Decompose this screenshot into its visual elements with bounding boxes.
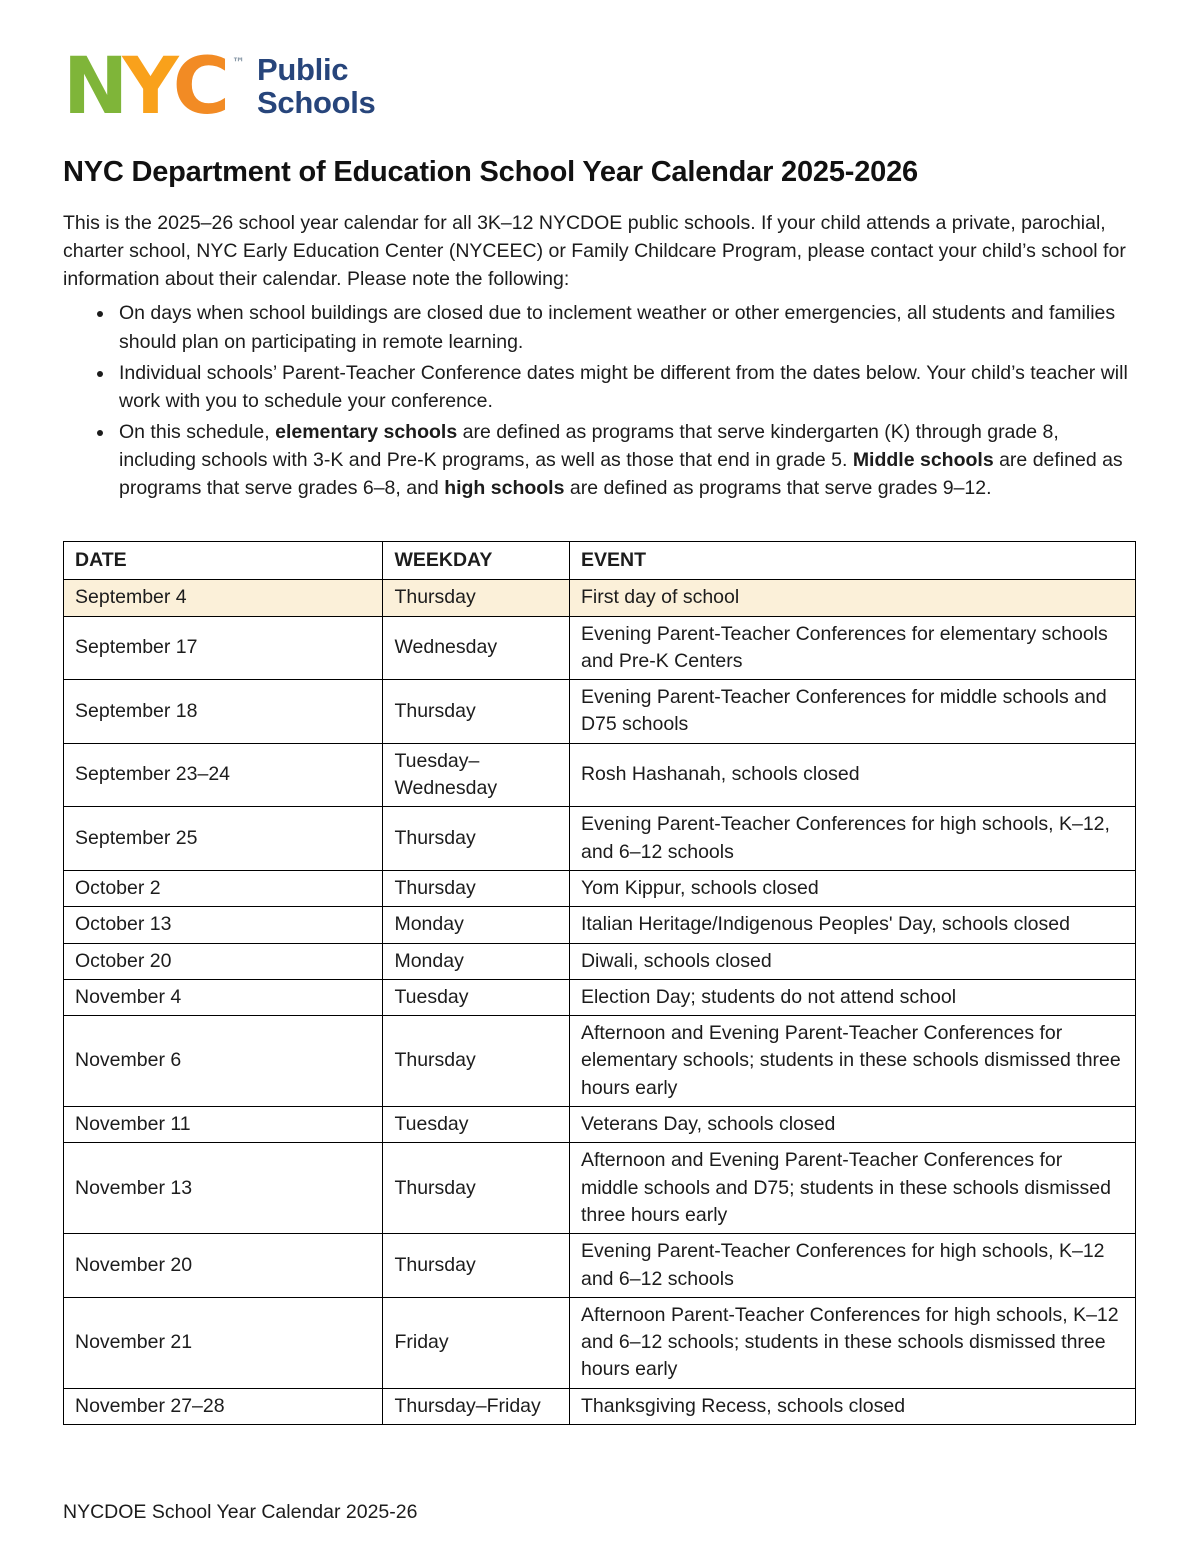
event-cell: Afternoon Parent-Teacher Conferences for high schools, K–12 and 6–12 schools; students in these schools dismissed three hours early — [569, 1297, 1135, 1388]
date-cell: October 13 — [64, 907, 383, 943]
table-row — [64, 943, 1136, 979]
date-cell: September 23–24 — [64, 743, 383, 807]
weekday-cell: Thursday — [383, 1234, 570, 1298]
table-row — [64, 979, 1136, 1015]
weekday-cell: Thursday — [383, 807, 570, 871]
logo-wordmark — [257, 54, 375, 120]
bullet-item — [115, 299, 1136, 355]
bullet-text: are defined as programs that serve grades 9–12. — [564, 476, 992, 499]
bullet-text: are defined as programs that serve kindergarten (K) through grade 8, including schools with 3-K and Pre-K programs, as well as those that end in grade 5. — [119, 420, 1059, 471]
date-column-header: DATE — [64, 541, 383, 579]
date-cell: November 11 — [64, 1107, 383, 1143]
table-row — [64, 1388, 1136, 1424]
bullet-text: are defined as programs that serve grades 6–8, and — [119, 448, 1123, 499]
table-row — [64, 907, 1136, 943]
date-cell: October 20 — [64, 943, 383, 979]
weekday-cell: Thursday — [383, 580, 570, 616]
table-row — [64, 1107, 1136, 1143]
logo-letter-c: C — [172, 42, 225, 132]
table-row — [64, 1297, 1136, 1388]
event-cell: Thanksgiving Recess, schools closed — [569, 1388, 1135, 1424]
nyc-public-schools-logo — [63, 42, 1136, 132]
table-header-row — [64, 541, 1136, 579]
weekday-column-header: WEEKDAY — [383, 541, 570, 579]
date-cell: September 18 — [64, 680, 383, 744]
date-cell: September 25 — [64, 807, 383, 871]
weekday-cell: Thursday — [383, 680, 570, 744]
event-cell: Veterans Day, schools closed — [569, 1107, 1135, 1143]
event-cell: Evening Parent-Teacher Conferences for high schools, K–12 and 6–12 schools — [569, 1234, 1135, 1298]
weekday-cell: Monday — [383, 943, 570, 979]
bullet-item — [115, 418, 1136, 502]
event-cell: Italian Heritage/Indigenous Peoples' Day, schools closed — [569, 907, 1135, 943]
weekday-cell: Wednesday — [383, 616, 570, 680]
weekday-cell: Thursday — [383, 1016, 570, 1107]
bullet-text: On this schedule, — [119, 420, 276, 443]
calendar-table-body — [64, 580, 1136, 1425]
date-cell: September 17 — [64, 616, 383, 680]
table-row — [64, 680, 1136, 744]
event-cell: Afternoon and Evening Parent-Teacher Conferences for elementary schools; students in these schools dismissed three hours early — [569, 1016, 1135, 1107]
bullet-item — [115, 359, 1136, 415]
page-title: NYC Department of Education School Year Calendar 2025-2026 — [63, 156, 918, 189]
event-cell: Evening Parent-Teacher Conferences for high schools, K–12, and 6–12 schools — [569, 807, 1135, 871]
weekday-cell: Thursday — [383, 1143, 570, 1234]
table-row — [64, 616, 1136, 680]
weekday-cell: Monday — [383, 907, 570, 943]
table-row — [64, 1234, 1136, 1298]
event-column-header: EVENT — [569, 541, 1135, 579]
intro-paragraph: This is the 2025–26 school year calendar for all 3K–12 NYCDOE public schools. If your child attends a private, parochial, charter school, NYC Early Education Center (NYCEEC) or Family Childcare Program, please contact your child’s school for information about their calendar. Please note the following: — [63, 212, 1126, 291]
weekday-cell: Tuesday — [383, 979, 570, 1015]
bullet-text: Individual schools’ Parent-Teacher Conference dates might be different from the dates below. Your child’s teacher will work with you to schedule your conference. — [119, 361, 1128, 412]
logo-word-schools: Schools — [257, 85, 376, 121]
event-cell: Rosh Hashanah, schools closed — [569, 743, 1135, 807]
weekday-cell: Friday — [383, 1297, 570, 1388]
weekday-cell: Tuesday — [383, 1107, 570, 1143]
table-row — [64, 870, 1136, 906]
page-footer: NYCDOE School Year Calendar 2025-26 — [63, 1501, 418, 1523]
event-cell: Election Day; students do not attend school — [569, 979, 1135, 1015]
date-cell: November 13 — [64, 1143, 383, 1234]
bullet-text: On days when school buildings are closed due to inclement weather or other emergencies, all students and families should plan on participating in remote learning. — [119, 302, 1116, 353]
event-cell: Afternoon and Evening Parent-Teacher Conferences for middle schools and D75; students in these schools dismissed three hours early — [569, 1143, 1135, 1234]
date-cell: November 27–28 — [64, 1388, 383, 1424]
event-cell: Evening Parent-Teacher Conferences for middle schools and D75 schools — [569, 680, 1135, 744]
weekday-cell: Thursday — [383, 870, 570, 906]
date-cell: September 4 — [64, 580, 383, 616]
logo-letter-n: N — [63, 42, 123, 132]
date-cell: November 6 — [64, 1016, 383, 1107]
logo-word-public: Public — [257, 52, 349, 88]
event-cell: First day of school — [569, 580, 1135, 616]
weekday-cell: Thursday–Friday — [383, 1388, 570, 1424]
event-cell: Evening Parent-Teacher Conferences for elementary schools and Pre-K Centers — [569, 616, 1135, 680]
logo-letter-y: Y — [122, 42, 173, 132]
table-row — [64, 1016, 1136, 1107]
nyc-logo-letters — [63, 42, 246, 132]
bold-term: high schools — [444, 476, 565, 499]
date-cell: October 2 — [64, 870, 383, 906]
event-cell: Diwali, schools closed — [569, 943, 1135, 979]
date-cell: November 21 — [64, 1297, 383, 1388]
table-row — [64, 1143, 1136, 1234]
event-cell: Yom Kippur, schools closed — [569, 870, 1135, 906]
weekday-cell: Tuesday–Wednesday — [383, 743, 570, 807]
trademark-symbol: ™ — [232, 56, 246, 71]
table-row — [64, 743, 1136, 807]
date-cell: November 20 — [64, 1234, 383, 1298]
table-row — [64, 807, 1136, 871]
intro-bullets — [63, 299, 1136, 505]
date-cell: November 4 — [64, 979, 383, 1015]
bold-term: Middle schools — [852, 448, 994, 471]
bold-term: elementary schools — [275, 420, 458, 443]
table-row — [64, 580, 1136, 616]
calendar-table — [63, 541, 1136, 1425]
